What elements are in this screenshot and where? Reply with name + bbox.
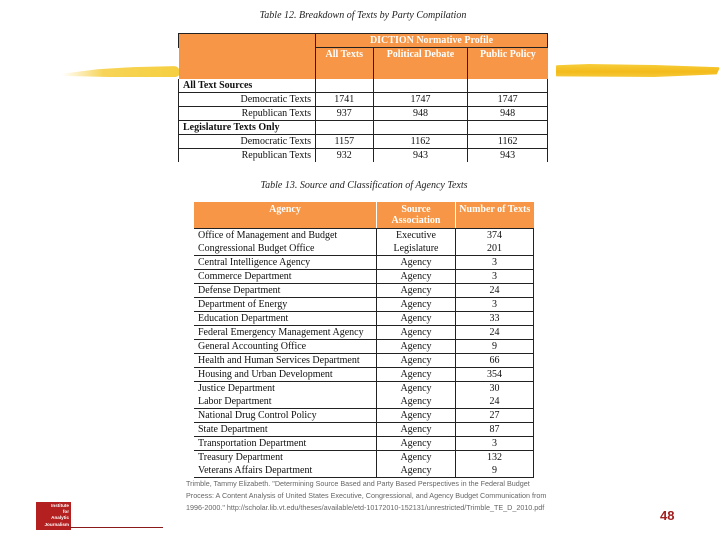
source-association: Agency — [377, 395, 456, 409]
source-association: Agency — [377, 382, 456, 396]
table-row — [194, 242, 534, 256]
agency-name: Federal Emergency Management Agency — [194, 326, 377, 340]
number-of-texts: 24 — [456, 326, 534, 340]
number-of-texts: 132 — [456, 451, 534, 465]
column-header-number-of-texts: Number of Texts — [456, 202, 534, 229]
source-association: Agency — [377, 423, 456, 437]
table-row — [194, 284, 534, 298]
page-number: 48 — [660, 508, 675, 523]
agency-name: Congressional Budget Office — [194, 242, 377, 256]
column-header-public-policy: Public Policy — [468, 48, 548, 80]
source-association: Agency — [377, 409, 456, 423]
table-row — [194, 354, 534, 368]
source-association: Agency — [377, 451, 456, 465]
table-13-caption: Table 13. Source and Classification of Agency Texts — [260, 180, 468, 191]
source-association: Agency — [377, 354, 456, 368]
agency-name: Justice Department — [198, 383, 275, 394]
number-of-texts: 9 — [456, 464, 534, 478]
source-association: Agency — [377, 437, 456, 451]
number-of-texts: 24 — [456, 284, 534, 298]
number-of-texts: 9 — [456, 340, 534, 354]
source-association: Agency — [377, 464, 456, 478]
source-association: Legislature — [377, 242, 456, 256]
table-row: Democratic Texts 1741 1747 1747 — [179, 93, 548, 107]
column-header-all-texts: All Texts — [316, 48, 374, 80]
table-row — [194, 298, 534, 312]
number-of-texts: 354 — [456, 368, 534, 382]
agency-name: Health and Human Services Department — [194, 354, 377, 368]
agency-name: Defense Department — [194, 284, 377, 298]
agency-name: Transportation Department — [194, 437, 377, 451]
table-12-caption: Table 12. Breakdown of Texts by Party Compilation — [259, 10, 467, 21]
number-of-texts: 87 — [456, 423, 534, 437]
agency-name: Veterans Affairs Department — [194, 464, 377, 478]
table-row — [194, 464, 534, 478]
agency-name: Education Department — [194, 312, 377, 326]
agency-name: General Accounting Office — [194, 340, 377, 354]
agency-name: National Drug Control Policy — [194, 409, 377, 423]
agency-name: Office of Management and Budget — [198, 230, 338, 241]
source-association: Agency — [377, 340, 456, 354]
table-row — [194, 423, 534, 437]
table-row — [194, 256, 534, 270]
table-row — [194, 312, 534, 326]
table-row — [194, 270, 534, 284]
source-association: Agency — [377, 284, 456, 298]
yellow-brush-stroke-left — [62, 66, 180, 77]
source-association: Agency — [377, 298, 456, 312]
institute-logo: Institute for Analytic Journalism — [36, 502, 71, 530]
agency-name: Housing and Urban Development — [194, 368, 377, 382]
section-label: All Text Sources — [179, 79, 316, 93]
header-blank-cell — [179, 48, 316, 80]
agency-name: Labor Department — [194, 395, 377, 409]
number-of-texts: 33 — [456, 312, 534, 326]
source-association: Agency — [377, 326, 456, 340]
footer-divider — [70, 527, 163, 528]
number-of-texts: 3 — [456, 298, 534, 312]
table-row — [194, 229, 534, 243]
column-header-source-association: Source Association — [377, 202, 456, 229]
column-header-political-debate: Political Debate — [373, 48, 468, 80]
table-row — [194, 368, 534, 382]
table-row — [194, 409, 534, 423]
party-compilation-table — [178, 33, 548, 162]
agency-name: Commerce Department — [194, 270, 377, 284]
table-row — [194, 326, 534, 340]
table-row: Democratic Texts 1157 1162 1162 — [179, 135, 548, 149]
agency-name: Treasury Department — [198, 452, 283, 463]
header-blank-cell — [179, 34, 316, 48]
table-row — [194, 395, 534, 409]
source-association: Executive — [377, 229, 456, 243]
column-header-agency: Agency — [194, 202, 377, 229]
agency-name: State Department — [194, 423, 377, 437]
table-row — [194, 340, 534, 354]
number-of-texts: 201 — [456, 242, 534, 256]
number-of-texts: 3 — [456, 256, 534, 270]
number-of-texts: 24 — [456, 395, 534, 409]
section-label: Legislature Texts Only — [179, 121, 316, 135]
source-association: Agency — [377, 368, 456, 382]
diction-profile-header: DICTION Normative Profile — [316, 34, 548, 48]
agency-name: Department of Energy — [194, 298, 377, 312]
table-row: Republican Texts 932 943 943 — [179, 149, 548, 163]
section-row — [179, 121, 548, 135]
agency-texts-table — [194, 202, 534, 478]
table-row — [194, 437, 534, 451]
yellow-brush-stroke-right — [556, 64, 720, 77]
section-row — [179, 79, 548, 93]
number-of-texts: 3 — [456, 437, 534, 451]
number-of-texts: 3 — [456, 270, 534, 284]
table-row — [194, 382, 534, 396]
number-of-texts: 66 — [456, 354, 534, 368]
source-association: Agency — [377, 256, 456, 270]
source-association: Agency — [377, 312, 456, 326]
number-of-texts: 30 — [456, 382, 534, 396]
table-row: Republican Texts 937 948 948 — [179, 107, 548, 121]
number-of-texts: 27 — [456, 409, 534, 423]
source-citation: Trimble, Tammy Elizabeth. "Determining Source Based and Party Based Perspectives in the Federal Budget Process: A Content Analysis of United States Executive, Congressional, and Agency Budget Communication from 1996-2000." http://scholar.lib.vt.edu/theses/available/etd-10172010-152131/unrestricted/Trimble_TE_D_2010.pdf — [186, 479, 547, 512]
number-of-texts: 374 — [456, 229, 534, 243]
source-association: Agency — [377, 270, 456, 284]
table-row — [194, 451, 534, 465]
agency-name: Central Intelligence Agency — [194, 256, 377, 270]
